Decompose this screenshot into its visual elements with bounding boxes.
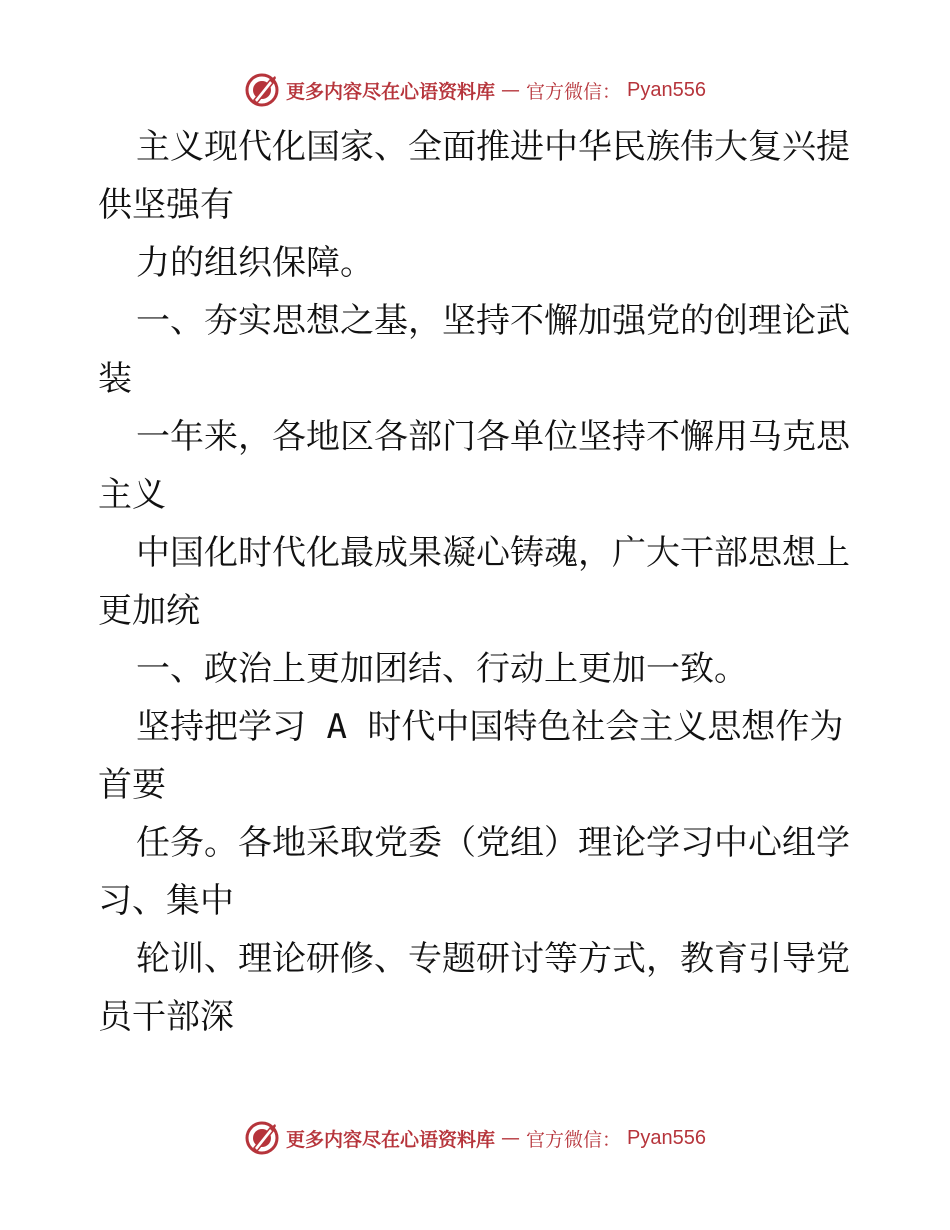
text-line: 任务。各地采取党委（党组）理论学习中心组学 xyxy=(136,823,850,863)
text-line: 供坚强有 xyxy=(98,185,234,225)
watermark-separator: — xyxy=(501,1127,521,1149)
text-line: 力的组织保障。 xyxy=(136,243,374,283)
text-line: 首要 xyxy=(98,765,166,805)
document-body xyxy=(98,118,858,1046)
text-line: 轮训、理论研修、专题研讨等方式，教育引导党 xyxy=(136,939,850,979)
watermark-text: 更多内容尽在心语资料库 xyxy=(286,1128,496,1151)
watermark-wechat-label: 官方微信： xyxy=(526,1128,622,1151)
brand-logo-icon xyxy=(244,1120,280,1156)
watermark-wechat-label: 官方微信： xyxy=(526,80,622,103)
text-line: 一、夯实思想之基，坚持不懈加强党的创理论武 xyxy=(136,301,850,341)
text-line: 员干部深 xyxy=(98,997,234,1037)
watermark-wechat-id: Pyan556 xyxy=(627,1126,706,1149)
text-line: 装 xyxy=(98,359,132,399)
brand-logo-icon xyxy=(244,72,280,108)
text-line: 一年来，各地区各部门各单位坚持不懈用马克思 xyxy=(136,417,850,457)
text-line: 习、集中 xyxy=(98,881,234,921)
text-line: 主义 xyxy=(98,475,166,515)
footer-watermark xyxy=(0,1118,950,1158)
text-line: 主义现代化国家、全面推进中华民族伟大复兴提 xyxy=(136,127,850,167)
watermark-separator: — xyxy=(501,79,521,101)
watermark-text: 更多内容尽在心语资料库 xyxy=(286,80,496,103)
header-watermark xyxy=(0,70,950,110)
text-line: 一、政治上更加团结、行动上更加一致。 xyxy=(136,649,748,689)
text-line: 坚持把学习 A 时代中国特色社会主义思想作为 xyxy=(136,707,844,747)
text-line: 中国化时代化最成果凝心铸魂，广大干部思想上 xyxy=(136,533,850,573)
watermark-wechat-id: Pyan556 xyxy=(627,78,706,101)
text-line: 更加统 xyxy=(98,591,200,631)
